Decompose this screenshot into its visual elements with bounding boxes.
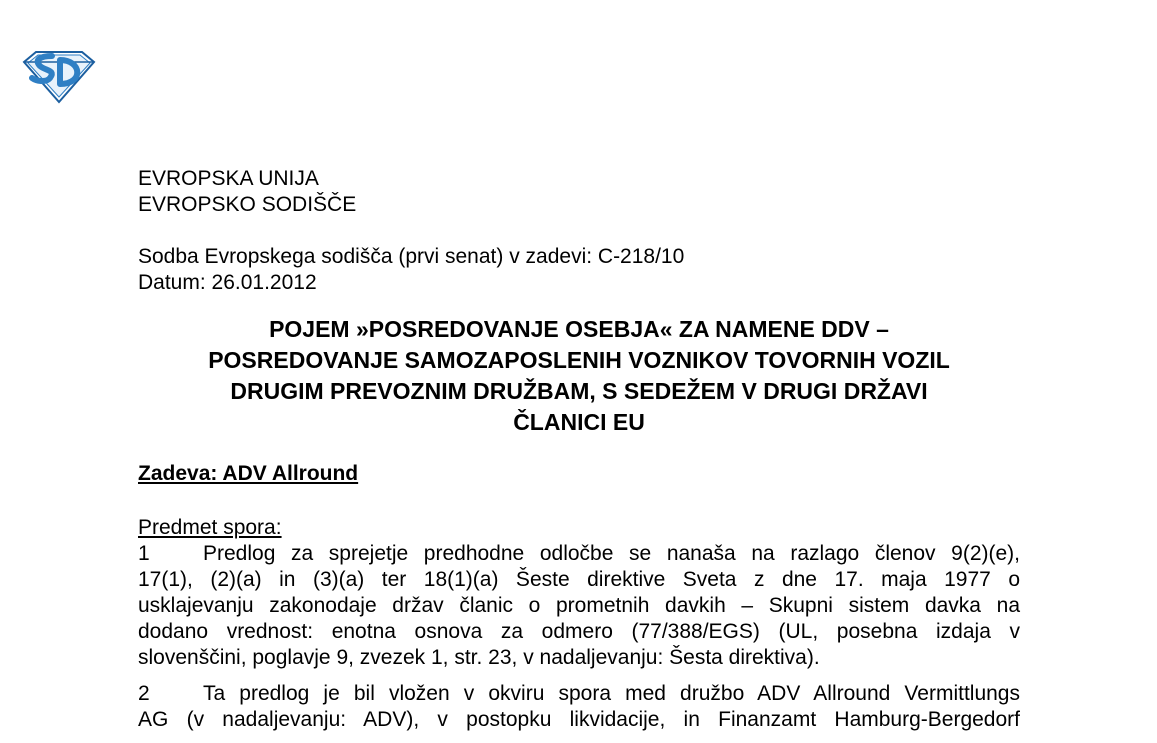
institution-line-2: EVROPSKO SODIŠČE [138, 193, 357, 216]
judgment-date: Datum: 26.01.2012 [138, 271, 317, 294]
paragraph-text: Predlog za sprejetje predhodne odločbe se nanaša na razlago členov 9(2)(e), [203, 542, 1020, 565]
title-line: POSREDOVANJE SAMOZAPOSLENIH VOZNIKOV TOVORNIH VOZIL [208, 347, 950, 373]
document-title [138, 314, 1020, 438]
paragraph-line [138, 541, 1020, 567]
title-line: DRUGIM PREVOZNIM DRUŽBAM, S SEDEŽEM V DRUGI DRŽAVI [230, 378, 928, 404]
case-label: Zadeva: ADV Allround [138, 462, 359, 485]
paragraph-text: Ta predlog je bil vložen v okviru spora med družbo ADV Allround Vermittlungs [203, 682, 1020, 705]
paragraph-line [138, 681, 1020, 707]
paragraph-line: dodano vrednost: enotna osnova za odmero (77/388/EGS) (UL, posebna izdaja v [138, 620, 1020, 643]
title-line: POJEM »POSREDOVANJE OSEBJA« ZA NAMENE DDV – [269, 316, 889, 342]
paragraph-1 [138, 541, 1020, 671]
paragraph-line: usklajevanju zakonodaje držav članic o prometnih davkih – Skupni sistem davka na [138, 594, 1020, 617]
paragraph-line: slovenščini, poglavje 9, zvezek 1, str. 23, v nadaljevanju: Šesta direktiva). [138, 646, 820, 669]
institution-line-1: EVROPSKA UNIJA [138, 167, 319, 190]
court-logo [22, 48, 96, 104]
paragraph-number: 2 [138, 682, 150, 705]
paragraph-2 [138, 681, 1020, 733]
judgment-reference: Sodba Evropskega sodišča (prvi senat) v zadevi: C-218/10 [138, 245, 685, 268]
title-line: ČLANICI EU [513, 409, 645, 435]
document-body [138, 166, 1020, 733]
subject-label: Predmet spora: [138, 516, 282, 539]
paragraph-line: AG (v nadaljevanju: ADV), v postopku likvidacije, in Finanzamt Hamburg-Bergedorf [138, 708, 1020, 731]
paragraph-line: 17(1), (2)(a) in (3)(a) ter 18(1)(a) Šeste direktive Sveta z dne 17. maja 1977 o [138, 568, 1020, 591]
paragraph-number: 1 [138, 542, 150, 565]
